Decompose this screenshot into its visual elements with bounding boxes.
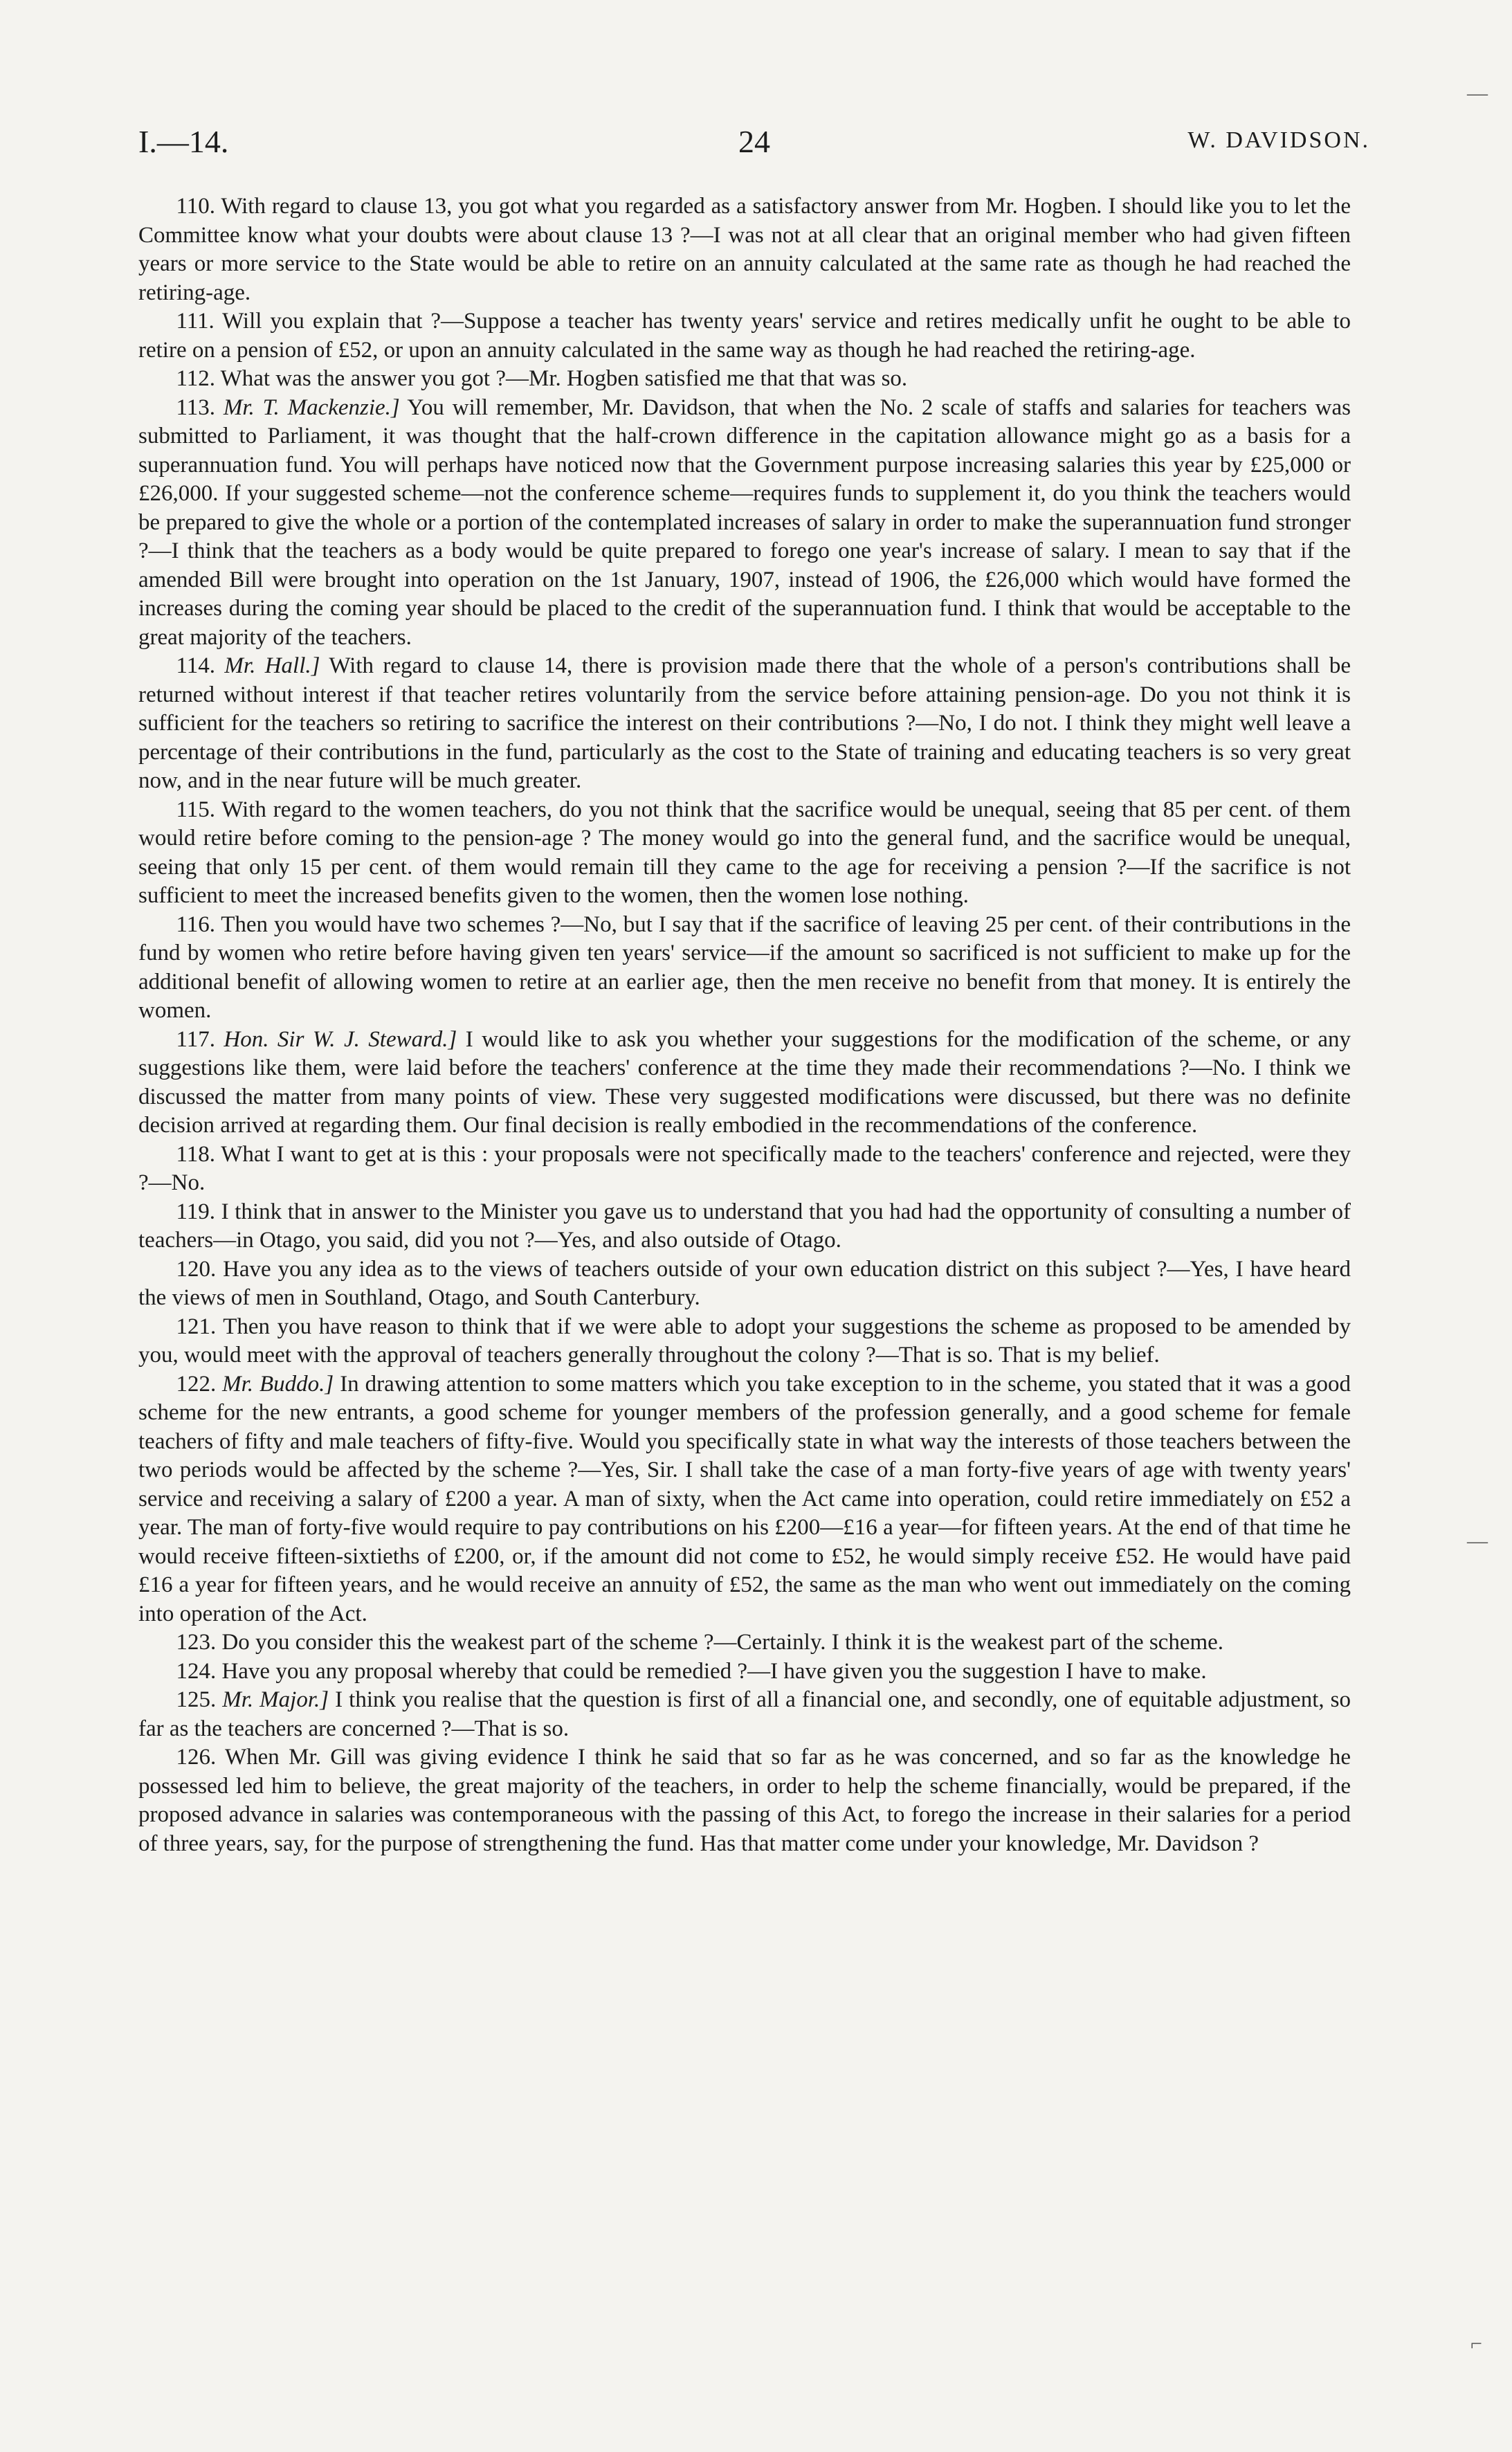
question-answer-text: Will you explain that ?—Suppose a teacher has twenty years' service and retires medically unfit he ought to be able to retire on a pension of £52, or upon an annuity calculated in the same way as though he had reached the retiring-age. [138,309,1351,363]
question-number: 124. [176,1658,217,1684]
question-answer-text: What I want to get at is this : your proposals were not specifically made to the teachers' conference and rejected, were they ?—No. [138,1141,1351,1195]
question-paragraph [138,652,1351,796]
question-paragraph [138,1370,1351,1629]
question-answer-text: Then you would have two schemes ?—No, but I say that if the sacrifice of leaving 25 per cent. of their contributions in the fund by women who retire before having given ten years' service—if the amount so sacrificed is not sufficient to make up for the additional benefit of allowing women to retire at an earlier age, then the men receive no benefit from that money. It is entirely the women. [138,911,1351,1023]
page-header [138,123,1370,172]
question-number: 110. [176,194,215,219]
speaker-name: Hon. Sir W. J. Steward.] [224,1026,457,1052]
page-number: 24 [738,124,770,159]
margin-mark-icon: — [1467,82,1488,105]
parliamentary-paper-ref: I.—14. [138,124,229,159]
question-paragraph [138,192,1351,307]
question-answer-text: When Mr. Gill was giving evidence I think he said that so far as he was concerned, and so far as the knowledge he possessed led him to believe, the great majority of the teachers, in order to help the scheme financially, would be prepared, if the proposed advance in salaries was contemporaneous with the passing of this Act, to forego the increase in their salaries for a period of three years, say, for the purpose of strengthening the fund. Has that matter come under your knowledge, Mr. Davidson ? [138,1745,1351,1856]
question-number: 118. [176,1141,215,1167]
question-number: 126. [176,1745,217,1770]
question-paragraph [138,1313,1351,1370]
question-answer-text: Have you any proposal whereby that could be remedied ?—I have given you the suggestion I have to make. [221,1658,1207,1684]
question-number: 125. [176,1687,217,1712]
question-number: 115. [176,797,215,822]
speaker-name: Mr. T. Mackenzie.] [223,394,400,420]
question-number: 112. [176,366,215,391]
question-answer-text: You will remember, Mr. Davidson, that when the No. 2 scale of staffs and salaries for teachers was submitted to Parliament, it was thought that the half-crown difference in the capitation allowance might go as a basis for a superannuation fund. You will perhaps have noticed now that the Government purpose increasing salaries this year by £25,000 or £26,000. If your suggested scheme—not the conference scheme—requires funds to supplement it, do you think the teachers would be prepared to give the whole or a portion of the contemplated increases of salary in order to make the superannuation fund stronger ?—I think that the teachers as a body would be quite prepared to forego one year's increase of salary. I mean to say that if the amended Bill were brought into operation on the 1st January, 1907, instead of 1906, the £26,000 which would have formed the increases during the coming year should be placed to the credit of the superannuation fund. I think that would be acceptable to the great majority of the teachers. [138,394,1351,650]
question-answer-text: I think that in answer to the Minister you gave us to understand that you had had the opportunity of consulting a number of teachers—in Otago, you said, did you not ?—Yes, and also outside of Otago. [138,1199,1351,1253]
speaker-name: Mr. Major.] [222,1687,329,1712]
question-paragraph [138,1658,1351,1687]
question-paragraph [138,1198,1351,1255]
question-paragraph [138,1743,1351,1858]
question-paragraph [138,1628,1351,1658]
question-number: 120. [176,1256,217,1282]
question-paragraph [138,394,1351,653]
question-number: 121. [176,1314,217,1339]
speaker-name: Mr. Buddo.] [222,1371,334,1397]
question-answer-text: Do you consider this the weakest part of the scheme ?—Certainly. I think it is the weakest part of the scheme. [221,1630,1224,1655]
question-answer-text: In drawing attention to some matters which you take exception to in the scheme, you stated that it was a good scheme for the new entrants, a good scheme for younger members of the profession generally, and a good scheme for female teachers of fifty and male teachers of fifty-five. Would you specifically state in what way the interests of those teachers between the two periods would be affected by the scheme ?—Yes, Sir. I shall take the case of a man forty-five years of age with twenty years' service and receiving a salary of £200 a year. A man of sixty, when the Act came into operation, could retire immediately on £52 a year. The man of forty-five would require to pay contributions on his £200—£16 a year—for fifteen years. At the end of that time he would receive fifteen-sixtieths of £200, or, if the amount did not come to £52, he would simply receive £52. He would have paid £16 a year for fifteen years, and he would receive an annuity of £52, the same as the man who went out immediately on the coming into operation of the Act. [138,1371,1351,1626]
evidence-body [138,192,1351,1858]
question-answer-text: With regard to clause 14, there is provision made there that the whole of a person's contributions shall be returned without interest if that teacher retires voluntarily from the service before attaining pension-age. Do you not think it is sufficient for the teachers so retiring to sacrifice the interest on their contributions ?—No, I do not. I think they might well leave a percentage of their contributions in the fund, particularly as the cost to the State of training and educating teachers is so very great now, and in the near future will be much greater. [138,653,1351,793]
question-answer-text: I would like to ask you whether your suggestions for the modification of the scheme, or any suggestions like them, were laid before the teachers' conference at the time they made their recommendations ?—No. I think we discussed the matter from many points of view. These very suggested modifications were discussed, but there was no definite decision arrived at regarding them. Our final decision is really embodied in the recommendations of the conference. [138,1026,1351,1138]
question-number: 113. [176,394,215,420]
question-paragraph [138,796,1351,911]
question-answer-text: Have you any idea as to the views of teachers outside of your own education district on this subject ?—Yes, I have heard the views of men in Southland, Otago, and South Canterbury. [138,1256,1351,1310]
question-number: 119. [176,1199,215,1224]
witness-name: W. DAVIDSON. [1187,127,1370,153]
question-number: 116. [176,911,215,937]
question-number: 114. [176,653,215,678]
question-answer-text: With regard to the women teachers, do you not think that the sacrifice would be unequal, seeing that 85 per cent. of them would retire before coming to the pension-age ? The money would go into the general fund, and the sacrifice would be unequal, seeing that only 15 per cent. of them would remain till they came to the age for receiving a pension ?—If the sacrifice is not sufficient to meet the increased benefits given to the women, then the women lose nothing. [138,797,1351,908]
question-paragraph [138,365,1351,394]
question-paragraph [138,911,1351,1026]
question-number: 111. [176,309,215,334]
question-paragraph [138,307,1351,365]
question-number: 117. [176,1026,215,1052]
question-paragraph [138,1255,1351,1313]
question-answer-text: What was the answer you got ?—Mr. Hogben satisfied me that that was so. [220,366,908,391]
margin-mark-icon: ⌐ [1470,2332,1482,2355]
question-number: 123. [176,1630,217,1655]
question-answer-text: Then you have reason to think that if we were able to adopt your suggestions the scheme as proposed to be amended by you, would meet with the approval of teachers generally throughout the colony ?—That is so. That is my belief. [138,1314,1351,1368]
question-paragraph [138,1026,1351,1141]
margin-mark-icon: — [1467,1529,1488,1552]
question-answer-text: With regard to clause 13, you got what you regarded as a satisfactory answer from Mr. Hogben. I should like you to let the Committee know what your doubts were about clause 13 ?—I was not at all clear that an original member who had given fifteen years or more service to the State would be able to retire on an annuity calculated at the same rate as though he had reached the retiring-age. [138,194,1351,305]
question-paragraph [138,1141,1351,1198]
question-answer-text: I think you realise that the question is first of all a financial one, and secondly, one of equitable adjustment, so far as the teachers are concerned ?—That is so. [138,1687,1351,1741]
question-number: 122. [176,1371,217,1397]
speaker-name: Mr. Hall.] [224,653,320,678]
question-paragraph [138,1686,1351,1743]
